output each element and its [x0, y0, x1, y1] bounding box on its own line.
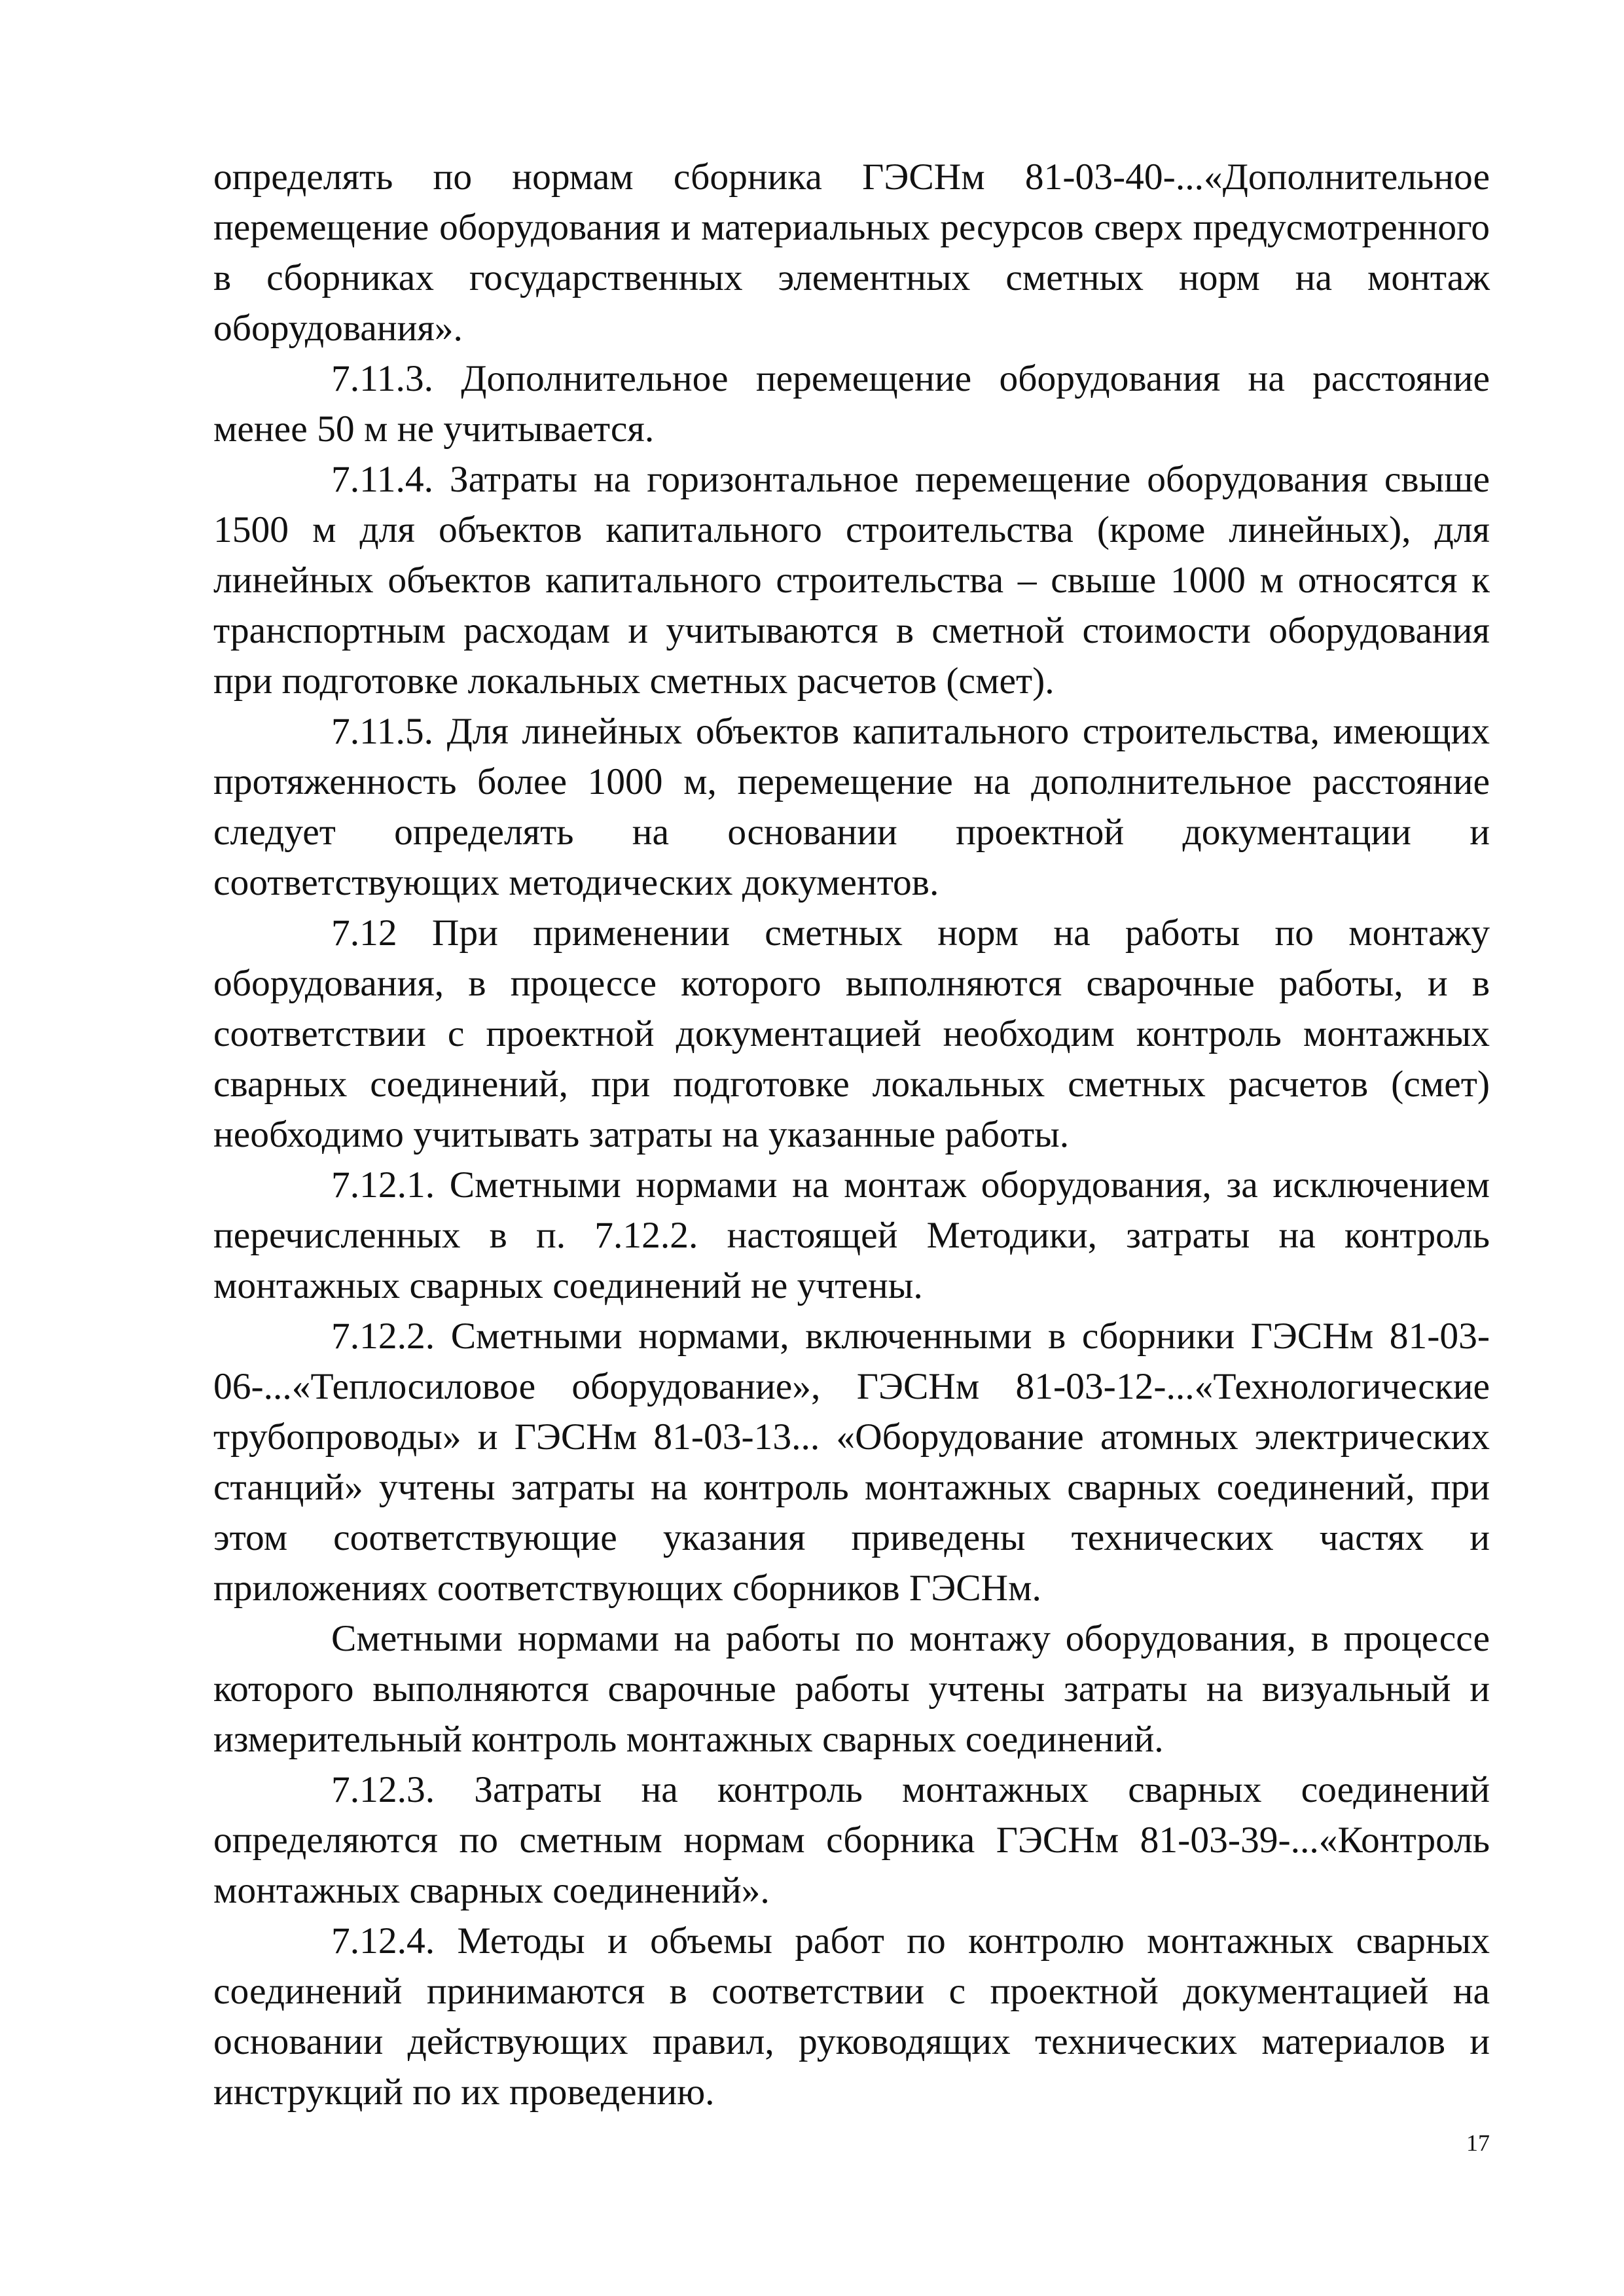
page-number: 17 — [1466, 2130, 1490, 2156]
paragraph-7-11-3: 7.11.3. Дополнительное перемещение оборудования на расстояние менее 50 м не учитывается. — [213, 358, 1490, 450]
page-body — [213, 152, 1490, 2117]
paragraph-7-12-3: 7.12.3. Затраты на контроль монтажных сварных соединений определяются по сметным нормам сборника ГЭСНм 81-03-39-...«Контроль монтажных сварных соединений». — [213, 1769, 1490, 1911]
paragraph-7-11-5: 7.11.5. Для линейных объектов капитального строительства, имеющих протяженность более 1000 м, перемещение на дополнительное расстояние следует определять на основании проектной документации и соответствующих методических документов. — [213, 711, 1490, 903]
paragraph-7-11-4: 7.11.4. Затраты на горизонтальное перемещение оборудования свыше 1500 м для объектов капитального строительства (кроме линейных), для линейных объектов капитального строительства – свыше 1000 м относятся к транспортным расходам и учитываются в сметной стоимости оборудования при подготовке локальных сметных расчетов (смет). — [213, 459, 1490, 702]
paragraph-welding-note: Сметными нормами на работы по монтажу оборудования, в процессе которого выполняются сварочные работы учтены затраты на визуальный и измерительный контроль монтажных сварных соединений. — [213, 1618, 1490, 1760]
paragraph-7-12-4: 7.12.4. Методы и объемы работ по контролю монтажных сварных соединений принимаются в соответствии с проектной документацией на основании действующих правил, руководящих технических материалов и инструкций по их проведению. — [213, 1920, 1490, 2113]
paragraph-7-12-1: 7.12.1. Сметными нормами на монтаж оборудования, за исключением перечисленных в п. 7.12.2. настоящей Методики, затраты на контроль монтажных сварных соединений не учтены. — [213, 1164, 1490, 1306]
paragraph-continuation: определять по нормам сборника ГЭСНм 81-03-40-...«Дополнительное перемещение оборудования и материальных ресурсов сверх предусмотренного в сборниках государственных элементных сметных норм на монтаж оборудования». — [213, 156, 1490, 349]
paragraph-7-12-2: 7.12.2. Сметными нормами, включенными в сборники ГЭСНм 81-03-06-...«Теплосиловое оборудование», ГЭСНм 81-03-12-...«Технологические трубопроводы» и ГЭСНм 81-03-13... «Оборудование атомных электрических станций» учтены затраты на контроль монтажных сварных соединений, при этом соответствующие указания приведены технических частях и приложениях соответствующих сборников ГЭСНм. — [213, 1316, 1490, 1609]
paragraph-7-12: 7.12 При применении сметных норм на работы по монтажу оборудования, в процессе которого выполняются сварочные работы, и в соответствии с проектной документацией необходим контроль монтажных сварных соединений, при подготовке локальных сметных расчетов (смет) необходимо учитывать затраты на указанные работы. — [213, 912, 1490, 1155]
